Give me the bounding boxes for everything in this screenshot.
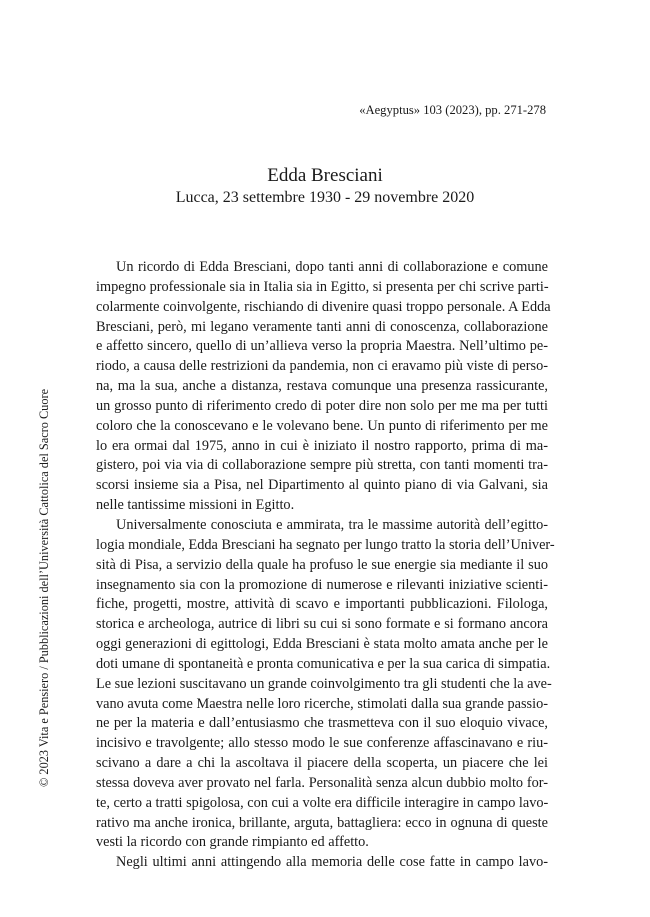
text-line: stessa doveva aver provato nel farla. Personalità senza alcun dubbio molto for- <box>96 774 548 791</box>
text-line: riodo, a causa delle restrizioni da pandemia, non ci eravamo più viste di perso- <box>96 358 548 375</box>
text-line: un grosso punto di riferimento credo di poter dire non solo per me ma per tutti <box>96 397 548 414</box>
text-line: logia mondiale, Edda Bresciani ha segnato per lungo tratto la storia dell’Univer- <box>96 536 555 553</box>
article-title: Edda Bresciani <box>267 165 383 186</box>
text-line: coloro che la conoscevano e le volevano bene. Un punto di riferimento per me <box>96 417 548 434</box>
text-line: scorsi insieme sia a Pisa, nel Dipartimento al quinto piano di via Galvani, sia <box>96 477 548 494</box>
text-line: na, ma la sua, anche a distanza, restava comunque una presenza rassicurante, <box>96 378 548 395</box>
text-line: scivano a dare a chi la ascoltava il piacere della scoperta, un piacere che lei <box>96 755 548 772</box>
text-line: insegnamento sia con la promozione di numerose e rilevanti iniziative scienti- <box>96 576 548 593</box>
text-line: Bresciani, però, mi legano veramente tanti anni di conoscenza, collaborazione <box>96 318 548 335</box>
journal-citation: «Aegyptus» 103 (2023), pp. 271-278 <box>359 103 546 117</box>
text-line: e affetto sincero, quello di un’allieva verso la propria Maestra. Nell’ultimo pe- <box>96 338 548 355</box>
copyright-notice: © 2023 Vita e Pensiero / Pubblicazioni dell’Università Cattolica del Sacro Cuore <box>37 388 51 787</box>
text-line: vesti la ricordo con grande rimpianto ed affetto. <box>96 834 369 851</box>
text-line: Le sue lezioni suscitavano un grande coinvolgimento tra gli studenti che la ave- <box>96 675 552 692</box>
text-line: impegno professionale sia in Italia sia in Egitto, si presenta per chi scrive parti- <box>96 278 549 295</box>
text-line: incisivo e travolgente; allo stesso modo le sue conferenze affascinavano e riu- <box>96 735 548 752</box>
text-line: storica e archeologa, autrice di libri su cui si sono formate e si formano ancora <box>96 616 548 633</box>
text-line: oggi generazioni di egittologi, Edda Bresciani è stata molto amata anche per le <box>96 636 548 653</box>
article-body <box>96 258 555 873</box>
text-line: vano avuta come Maestra nelle loro ricerche, stimolati dalla sua grande passio- <box>96 695 548 712</box>
text-line: doti umane di spontaneità e pronta comunicativa e per la sua carica di simpatia. <box>96 655 551 672</box>
text-line: gistero, poi via via di collaborazione sempre più stretta, con tanti momenti tra- <box>96 457 548 474</box>
text-line: sità di Pisa, a servizio della quale ha profuso le sue energie sia mediante il suo <box>96 556 548 573</box>
text-line: rativo ma anche ironica, brillante, arguta, battagliera: ecco in ognuna di queste <box>96 814 548 831</box>
text-line: nelle tantissime missioni in Egitto. <box>96 497 295 514</box>
text-line: ne per la materia e dall’entusiasmo che trasmetteva con il suo eloquio vivace, <box>96 715 548 732</box>
text-line: colarmente coinvolgente, rischiando di divenire quasi troppo personale. A Edda <box>96 298 551 315</box>
text-line: Negli ultimi anni attingendo alla memoria delle cose fatte in campo lavo- <box>116 854 548 871</box>
text-line: Un ricordo di Edda Bresciani, dopo tanti anni di collaborazione e comune <box>116 259 548 275</box>
text-line: te, certo a tratti spigolosa, con cui a volte era difficile interagire in campo lavo- <box>96 794 549 811</box>
text-line: Universalmente conosciuta e ammirata, tra le massime autorità dell’egitto- <box>116 516 548 533</box>
text-line: lo era ormai dal 1975, anno in cui è iniziato il nostro rapporto, prima di ma- <box>96 437 548 454</box>
article-subtitle: Lucca, 23 settembre 1930 - 29 novembre 2020 <box>175 189 475 206</box>
text-line: fiche, progetti, mostre, attività di scavo e importanti pubblicazioni. Filologa, <box>96 596 548 613</box>
